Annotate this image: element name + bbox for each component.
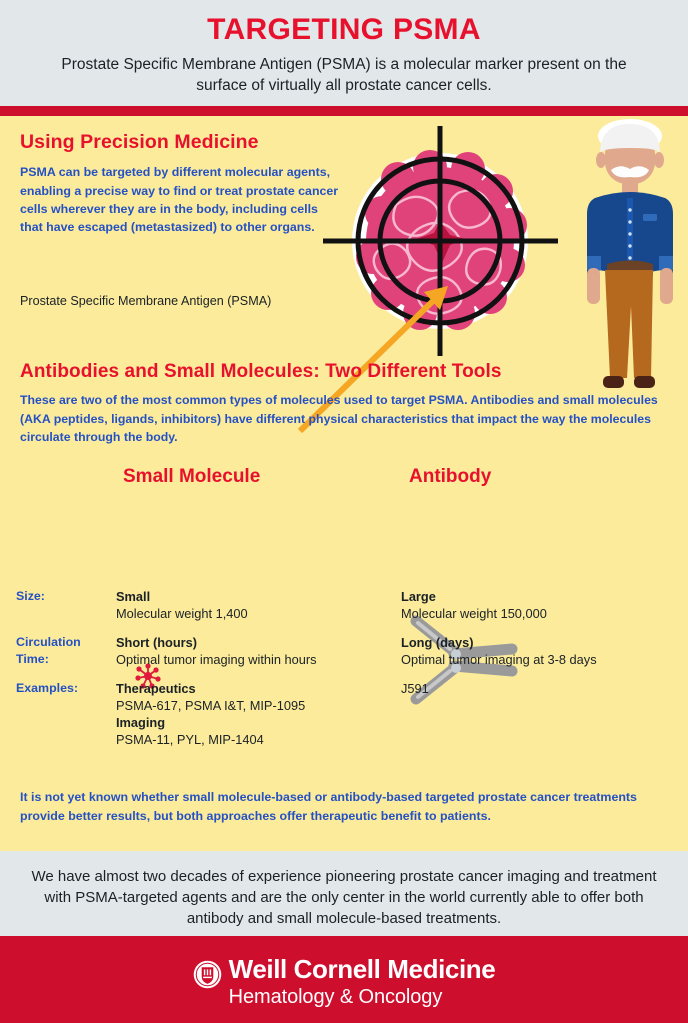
precision-medicine-section [20, 131, 340, 236]
column-heading-antibody: Antibody [409, 466, 492, 488]
cell-antibody-circulation-bold: Long (days) [401, 635, 474, 651]
precision-medicine-body: PSMA can be targeted by different molecular agents, enabling a precise way to find or treat prostate cancer cells wherever they are in the body, including cells that have escaped (metastasized) to other organs. [20, 165, 339, 234]
cell-antibody-circulation-text: Optimal tumor imaging at 3-8 days [401, 652, 597, 668]
cell-antibody-size-bold: Large [401, 589, 436, 605]
antibodies-body: These are two of the most common types of molecules used to target PSMA. Antibodies and small molecules (AKA peptides, ligands, inhibitors) have different physical characteristics that impact the way the molecules circulate through the body. [20, 393, 658, 445]
cell-small-circulation-bold: Short (hours) [116, 635, 198, 651]
cell-antibody-circulation [401, 634, 686, 668]
cell-small-size [116, 588, 401, 622]
main-content [0, 116, 688, 851]
antibodies-title: Antibodies and Small Molecules: Two Different Tools [20, 361, 502, 383]
footer [0, 936, 688, 1023]
column-heading-small-molecule: Small Molecule [123, 466, 261, 488]
cell-small-examples-bold: Therapeutics [116, 681, 196, 697]
table-row [16, 588, 676, 622]
page-title: TARGETING PSMA [207, 13, 481, 46]
gray-footnote: We have almost two decades of experience pioneering prostate cancer imaging and treatment with PSMA-targeted agents and are the only center in the world currently able to offer both antibody and small molecule-based treatments. [0, 851, 688, 936]
table-row [16, 634, 676, 668]
cell-small-size-text: Molecular weight 1,400 [116, 606, 248, 622]
precision-medicine-title: Using Precision Medicine [20, 131, 259, 154]
row-label-circulation-time: Circulation Time: [16, 635, 81, 666]
header-divider [0, 106, 688, 116]
comparison-table [16, 588, 676, 760]
cell-antibody-size-text: Molecular weight 150,000 [401, 606, 547, 622]
row-label-size: Size: [16, 589, 45, 604]
header-subtitle: Prostate Specific Membrane Antigen (PSMA) is a molecular marker present on the surface of virtually all prostate cancer cells. [61, 56, 627, 94]
psma-caption: Prostate Specific Membrane Antigen (PSMA) [20, 294, 272, 309]
brand-name: Weill Cornell Medicine [228, 953, 496, 984]
cell-small-circulation [116, 634, 401, 668]
cell-small-examples-bold2: Imaging [116, 715, 166, 731]
cell-small-examples-text2: PSMA-11, PYL, MIP-1404 [116, 732, 264, 748]
cell-antibody-examples [401, 680, 686, 748]
header [0, 0, 688, 106]
cell-antibody-examples-text: J591 [401, 681, 429, 697]
logo-lockup [193, 953, 496, 1010]
cell-small-examples-text: PSMA-617, PSMA I&T, MIP-1095 [116, 698, 306, 714]
weill-cornell-seal-icon [193, 960, 222, 989]
brand-department: Hematology & Oncology [228, 985, 443, 1008]
row-label-examples: Examples: [16, 681, 78, 696]
cell-antibody-size [401, 588, 686, 622]
table-row [16, 680, 676, 748]
cell-small-examples [116, 680, 401, 748]
cell-small-circulation-text: Optimal tumor imaging within hours [116, 652, 317, 668]
cell-small-size-bold: Small [116, 589, 151, 605]
closing-blue-note: It is not yet known whether small molecule-based or antibody-based targeted prostate cancer treatments provide better results, but both approaches offer therapeutic benefit to patients. [20, 790, 637, 823]
antibodies-section [20, 361, 670, 446]
brand-text [228, 953, 496, 1010]
